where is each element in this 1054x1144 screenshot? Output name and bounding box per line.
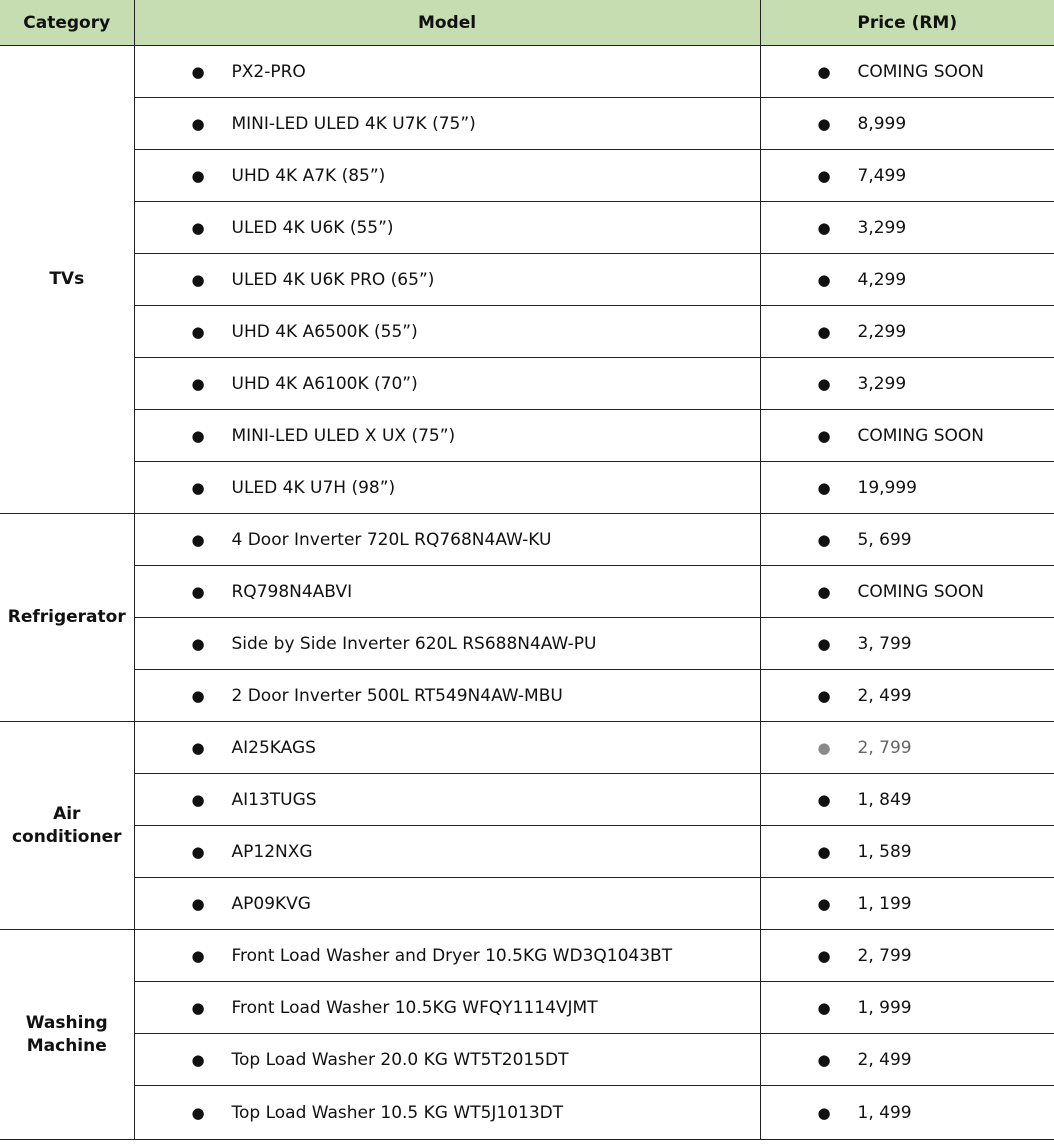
price-cell (760, 722, 1054, 774)
bullet-icon: ● (817, 426, 831, 445)
table-row (0, 774, 1054, 826)
header-row (0, 0, 1054, 46)
bullet-icon: ● (817, 218, 831, 237)
model-name: MINI-LED ULED 4K U7K (75”) (231, 113, 476, 134)
bullet-icon: ● (191, 530, 205, 549)
table-row (0, 722, 1054, 774)
bullet-icon: ● (817, 62, 831, 81)
price-value: 2, 499 (857, 685, 912, 706)
model-cell (134, 722, 760, 774)
model-name: UHD 4K A6500K (55”) (231, 321, 418, 342)
table-row (0, 618, 1054, 670)
bullet-icon: ● (191, 738, 205, 757)
price-cell (760, 878, 1054, 930)
price-value: 8,999 (857, 113, 907, 134)
price-value: 1, 499 (857, 1102, 912, 1123)
table-row (0, 46, 1054, 98)
model-name: Front Load Washer 10.5KG WFQY1114VJMT (231, 997, 598, 1018)
price-cell (760, 1034, 1054, 1086)
price-cell (760, 46, 1054, 98)
price-cell (760, 514, 1054, 566)
bullet-icon: ● (817, 738, 831, 757)
price-value: 3, 799 (857, 633, 912, 654)
model-cell (134, 202, 760, 254)
model-name: AP09KVG (231, 893, 311, 914)
model-cell (134, 1086, 760, 1140)
model-name: RQ798N4ABVI (231, 581, 353, 602)
price-value: 4,299 (857, 269, 907, 290)
price-value: 2, 799 (857, 737, 912, 758)
bullet-icon: ● (817, 894, 831, 913)
bullet-icon: ● (817, 166, 831, 185)
model-name: Top Load Washer 10.5 KG WT5J1013DT (231, 1102, 564, 1123)
price-cell (760, 306, 1054, 358)
bullet-icon: ● (817, 322, 831, 341)
model-header: Model (134, 0, 760, 46)
table-row (0, 1034, 1054, 1086)
price-cell (760, 98, 1054, 150)
bullet-icon: ● (191, 166, 205, 185)
bullet-icon: ● (191, 478, 205, 497)
model-cell (134, 826, 760, 878)
table-row (0, 878, 1054, 930)
bullet-icon: ● (191, 790, 205, 809)
table-row (0, 150, 1054, 202)
table-row (0, 306, 1054, 358)
price-value: 3,299 (857, 373, 907, 394)
model-cell (134, 46, 760, 98)
price-cell (760, 826, 1054, 878)
table-row (0, 98, 1054, 150)
bullet-icon: ● (817, 842, 831, 861)
price-value: 2,299 (857, 321, 907, 342)
price-value: 3,299 (857, 217, 907, 238)
model-cell (134, 410, 760, 462)
table-row (0, 930, 1054, 982)
price-cell (760, 774, 1054, 826)
price-cell (760, 1086, 1054, 1140)
price-value: 2, 799 (857, 945, 912, 966)
price-value: 1, 199 (857, 893, 912, 914)
model-cell (134, 670, 760, 722)
price-cell (760, 150, 1054, 202)
model-name: PX2-PRO (231, 61, 306, 82)
bullet-icon: ● (817, 530, 831, 549)
model-name: 2 Door Inverter 500L RT549N4AW-MBU (231, 685, 563, 706)
model-name: ULED 4K U6K PRO (65”) (231, 269, 435, 290)
model-name: Front Load Washer and Dryer 10.5KG WD3Q1043BT (231, 945, 673, 966)
price-cell (760, 930, 1054, 982)
model-name: MINI-LED ULED X UX (75”) (231, 425, 456, 446)
bullet-icon: ● (191, 218, 205, 237)
model-name: Top Load Washer 20.0 KG WT5T2015DT (231, 1049, 569, 1070)
bullet-icon: ● (817, 1103, 831, 1122)
bullet-icon: ● (191, 946, 205, 965)
table-row (0, 566, 1054, 618)
category-cell: Air conditioner (0, 722, 134, 930)
bullet-icon: ● (191, 686, 205, 705)
price-cell (760, 462, 1054, 514)
bullet-icon: ● (191, 1050, 205, 1069)
model-cell (134, 462, 760, 514)
bullet-icon: ● (817, 790, 831, 809)
model-name: 4 Door Inverter 720L RQ768N4AW-KU (231, 529, 552, 550)
model-cell (134, 566, 760, 618)
model-cell (134, 878, 760, 930)
price-value: 2, 499 (857, 1049, 912, 1070)
price-cell (760, 358, 1054, 410)
bullet-icon: ● (191, 114, 205, 133)
model-cell (134, 774, 760, 826)
bullet-icon: ● (817, 1050, 831, 1069)
table-row (0, 826, 1054, 878)
table-row (0, 410, 1054, 462)
bullet-icon: ● (817, 686, 831, 705)
bullet-icon: ● (817, 634, 831, 653)
model-cell (134, 150, 760, 202)
model-cell (134, 930, 760, 982)
bullet-icon: ● (817, 582, 831, 601)
model-cell (134, 98, 760, 150)
bullet-icon: ● (817, 998, 831, 1017)
bullet-icon: ● (817, 946, 831, 965)
table-row (0, 670, 1054, 722)
price-cell (760, 670, 1054, 722)
bullet-icon: ● (191, 998, 205, 1017)
price-value: COMING SOON (857, 581, 984, 602)
price-cell (760, 202, 1054, 254)
category-cell: Refrigerator (0, 514, 134, 722)
model-cell (134, 982, 760, 1034)
bullet-icon: ● (817, 374, 831, 393)
price-cell (760, 566, 1054, 618)
bullet-icon: ● (191, 374, 205, 393)
model-name: Side by Side Inverter 620L RS688N4AW-PU (231, 633, 597, 654)
price-cell (760, 618, 1054, 670)
price-cell (760, 254, 1054, 306)
table-row (0, 462, 1054, 514)
price-header: Price (RM) (760, 0, 1054, 46)
bullet-icon: ● (191, 894, 205, 913)
table-row (0, 254, 1054, 306)
model-cell (134, 1034, 760, 1086)
bullet-icon: ● (817, 114, 831, 133)
model-name: UHD 4K A6100K (70”) (231, 373, 418, 394)
price-cell (760, 410, 1054, 462)
table-row (0, 514, 1054, 566)
price-value: 1, 589 (857, 841, 912, 862)
bullet-icon: ● (191, 270, 205, 289)
price-value: 19,999 (857, 477, 917, 498)
price-cell (760, 982, 1054, 1034)
bullet-icon: ● (191, 62, 205, 81)
bullet-icon: ● (817, 270, 831, 289)
model-cell (134, 358, 760, 410)
model-name: ULED 4K U6K (55”) (231, 217, 394, 238)
table-row (0, 358, 1054, 410)
bullet-icon: ● (191, 842, 205, 861)
model-cell (134, 514, 760, 566)
price-value: COMING SOON (857, 61, 984, 82)
model-name: AP12NXG (231, 841, 313, 862)
model-name: AI13TUGS (231, 789, 317, 810)
model-name: UHD 4K A7K (85”) (231, 165, 386, 186)
table-row (0, 1086, 1054, 1140)
price-value: 7,499 (857, 165, 907, 186)
bullet-icon: ● (191, 582, 205, 601)
price-value: 5, 699 (857, 529, 912, 550)
bullet-icon: ● (817, 478, 831, 497)
price-value: 1, 999 (857, 997, 912, 1018)
model-cell (134, 254, 760, 306)
model-cell (134, 306, 760, 358)
bullet-icon: ● (191, 1103, 205, 1122)
bullet-icon: ● (191, 634, 205, 653)
table-row (0, 202, 1054, 254)
bullet-icon: ● (191, 322, 205, 341)
model-name: AI25KAGS (231, 737, 316, 758)
model-name: ULED 4K U7H (98”) (231, 477, 396, 498)
bullet-icon: ● (191, 426, 205, 445)
category-cell: TVs (0, 46, 134, 514)
category-cell: Washing Machine (0, 930, 134, 1140)
price-value: COMING SOON (857, 425, 984, 446)
price-value: 1, 849 (857, 789, 912, 810)
model-cell (134, 618, 760, 670)
table-body (0, 46, 1054, 1140)
category-header: Category (0, 0, 134, 46)
table-row (0, 982, 1054, 1034)
